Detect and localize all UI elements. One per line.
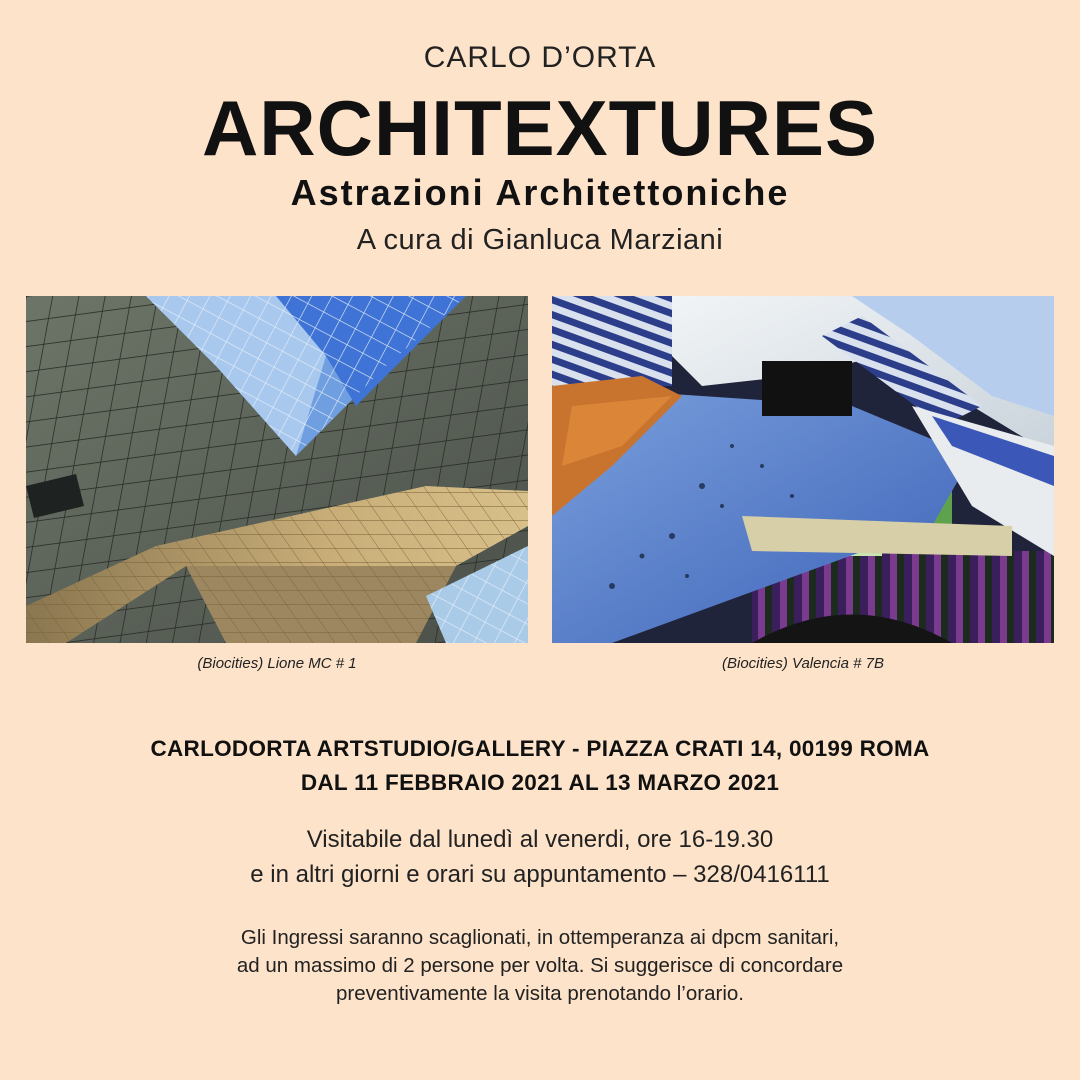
appointment-info: e in altri giorni e orari su appuntamento – 328/0416111	[250, 861, 830, 888]
exhibition-subtitle: Astrazioni Architettoniche	[290, 172, 790, 213]
artwork-image-lione	[26, 296, 528, 643]
artwork-caption-lione: (Biocities) Lione MC # 1	[197, 655, 357, 672]
notice-line: preventivamente la visita prenotando l’orario.	[336, 982, 744, 1005]
notice-line: Gli Ingressi saranno scaglionati, in ottemperanza ai dpcm sanitari,	[240, 926, 840, 949]
notice-line: ad un massimo di 2 persone per volta. Si suggerisce di concordare	[236, 954, 844, 977]
venue-address: CARLODORTA ARTSTUDIO/GALLERY - PIAZZA CRATI 14, 00199 ROMA	[150, 736, 930, 761]
artist-name: CARLO D’ORTA	[423, 41, 657, 74]
curator-line: A cura di Gianluca Marziani	[356, 224, 724, 256]
artwork-caption-valencia: (Biocities) Valencia # 7B	[721, 655, 885, 672]
artwork-image-valencia	[552, 296, 1054, 643]
exhibition-dates: DAL 11 FEBBRAIO 2021 AL 13 MARZO 2021	[300, 770, 780, 795]
exhibition-title: ARCHITEXTURES	[201, 84, 879, 172]
visiting-hours: Visitabile dal lunedì al venerdi, ore 16-19.30	[306, 826, 774, 853]
